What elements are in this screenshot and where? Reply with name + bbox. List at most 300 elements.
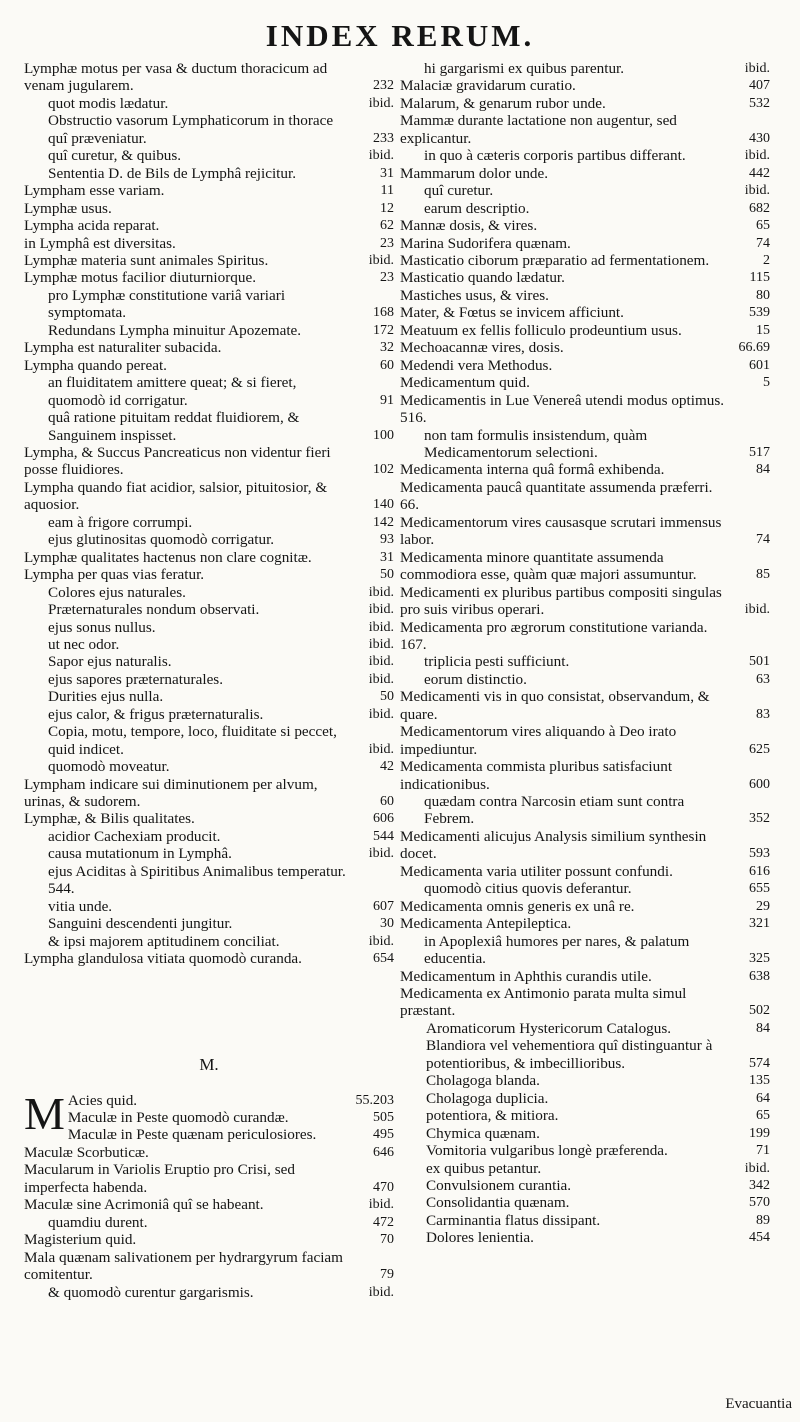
- index-entry: [24, 810, 394, 827]
- drop-cap: M: [24, 1087, 65, 1139]
- page-ref: 65: [756, 1108, 770, 1124]
- page-ref: 442: [749, 165, 770, 181]
- entry-text: Sapor ejus naturalis.: [48, 653, 172, 671]
- entry-text: Lympha quando pereat.: [24, 356, 167, 374]
- entry-text: quâ ratione pituitam reddat fluidiorem, & Sanguinem inspisset.: [48, 409, 300, 444]
- page-ref: 66.69: [738, 340, 770, 356]
- page-ref: 321: [749, 916, 770, 932]
- entry-text: in quo à cæteris corporis partibus differant.: [424, 147, 686, 165]
- entry-text: Mechoacannæ vires, dosis.: [400, 339, 564, 357]
- index-entry: [24, 409, 394, 444]
- page-ref: 625: [749, 741, 770, 757]
- index-entry: [24, 566, 394, 583]
- page-ref: ibid.: [368, 1284, 394, 1300]
- page-ref: 682: [749, 200, 770, 216]
- index-entry: [400, 269, 770, 286]
- page-ref: 84: [756, 1020, 770, 1036]
- entry-text: Vomitoria vulgaribus longè præferenda.: [426, 1142, 668, 1160]
- entry-text: ex quibus petantur.: [426, 1159, 542, 1177]
- index-entry: [24, 671, 394, 688]
- entry-text: Lympha quando fiat acidior, salsior, pituitosior, & aquosior.: [24, 478, 328, 514]
- entry-text: ejus Aciditas à Spiritibus Animalibus temperatur. 544.: [48, 862, 346, 898]
- page-ref: 62: [380, 218, 394, 234]
- entry-text: Lymphæ qualitates hactenus non clare cognitæ.: [24, 548, 312, 566]
- page-ref: 570: [749, 1195, 770, 1211]
- entry-text: quomodò citius quovis deferantur.: [424, 880, 632, 898]
- index-entry: [24, 776, 394, 811]
- index-entry: [24, 531, 394, 548]
- entry-text: Medicamenti ex pluribus partibus compositi singulas pro suis viribus operari.: [400, 583, 722, 619]
- index-entry: [24, 235, 394, 252]
- entry-text: Medicamenta varia utiliter possunt confundi.: [400, 862, 673, 880]
- index-entry: [400, 1072, 770, 1089]
- entry-text: pro Lymphæ constitutione variâ variari symptomata.: [48, 286, 286, 322]
- entry-text: Lymphæ motus per vasa & ductum thoracicum ad venam jugularem.: [24, 60, 328, 95]
- index-entry: [24, 950, 394, 967]
- index-entry: [24, 252, 394, 269]
- index-entry: [24, 217, 394, 234]
- index-entry: [400, 182, 770, 199]
- page-ref: 454: [749, 1230, 770, 1246]
- page-ref: 83: [756, 706, 770, 722]
- page-ref: ibid.: [368, 846, 394, 862]
- entry-text: Præternaturales nondum observati.: [48, 601, 260, 619]
- entry-text: Mala quænam salivationem per hydrargyrum faciam comitentur.: [24, 1248, 343, 1284]
- entry-text: Macularum in Variolis Eruptio pro Crisi, sed imperfecta habenda.: [24, 1161, 295, 1196]
- entry-text: eorum distinctio.: [424, 670, 527, 688]
- page-ref: 23: [380, 270, 394, 286]
- page-ref: 70: [380, 1232, 394, 1248]
- entry-text: Mammæ durante lactatione non augentur, sed explicantur.: [400, 112, 677, 147]
- index-entry: [400, 322, 770, 339]
- page-ref: 102: [373, 462, 394, 478]
- index-entry: [24, 112, 394, 147]
- index-entry: [24, 1231, 394, 1248]
- index-entry: [24, 147, 394, 164]
- page-ref: 654: [373, 951, 394, 967]
- entry-text: Mater, & Fœtus se invicem afficiunt.: [400, 304, 624, 322]
- entry-text: Maculæ Scorbuticæ.: [24, 1143, 149, 1161]
- page-ref: 15: [756, 322, 770, 338]
- page-ref: 12: [380, 200, 394, 216]
- index-entry: [400, 1037, 770, 1072]
- entry-text: quædam contra Narcosin etiam sunt contra Febrem.: [424, 793, 685, 828]
- entry-text: Lymphæ, & Bilis qualitates.: [24, 810, 195, 828]
- page-ref: ibid.: [744, 148, 770, 164]
- entry-text: in Apoplexiâ humores per nares, & palatum educentia.: [424, 932, 690, 968]
- page-ref: 71: [756, 1143, 770, 1159]
- page-ref: 646: [373, 1144, 394, 1160]
- entry-text: ejus sonus nullus.: [48, 618, 156, 636]
- entry-text: Redundans Lympha minuitur Apozemate.: [48, 321, 302, 339]
- page-ref: 172: [373, 322, 394, 338]
- entry-text: Blandiora vel vehementiora quî distinguantur à potentioribus, & imbecillioribus.: [426, 1037, 713, 1072]
- index-entry: [400, 619, 770, 654]
- index-entry: [400, 1229, 770, 1246]
- entry-text: in Lymphâ est diversitas.: [24, 234, 176, 252]
- index-entry: [400, 1160, 770, 1177]
- section-letter: M.: [199, 1054, 219, 1074]
- index-entry: [24, 653, 394, 670]
- entry-text: Medicamentorum vires causasque scrutari immensus labor.: [400, 513, 722, 549]
- index-entry: [400, 723, 770, 758]
- page-ref: 42: [380, 759, 394, 775]
- index-entry: [24, 357, 394, 374]
- index-entry: [400, 95, 770, 112]
- page-ref: ibid.: [368, 671, 394, 687]
- index-entry: [24, 601, 394, 618]
- page-ref: 472: [373, 1214, 394, 1230]
- index-entry: [400, 793, 770, 828]
- index-entry: [24, 898, 394, 915]
- entry-text: quomodò moveatur.: [48, 758, 170, 776]
- page-ref: 91: [380, 392, 394, 408]
- index-entry: [24, 514, 394, 531]
- entry-text: Medendi vera Methodus.: [400, 356, 553, 374]
- index-entry: [24, 723, 394, 758]
- index-entry: [400, 304, 770, 321]
- index-entry: [24, 845, 394, 862]
- index-entry: [24, 1249, 394, 1284]
- entry-text: Maculæ in Peste quomodò curandæ.: [67, 1109, 289, 1127]
- page-ref: 50: [380, 567, 394, 583]
- page-ref: ibid.: [368, 654, 394, 670]
- entry-text: Copia, motu, tempore, loco, fluiditate si peccet, quid indicet.: [48, 723, 337, 758]
- page-ref: 135: [749, 1073, 770, 1089]
- entry-text: potentiora, & mitiora.: [426, 1107, 559, 1125]
- entry-text: Maculæ in Peste quænam periculosiores.: [67, 1126, 317, 1144]
- entry-text: Lympham indicare sui diminutionem per alvum, urinas, & sudorem.: [24, 775, 318, 811]
- entry-text: Malarum, & genarum rubor unde.: [400, 94, 606, 112]
- index-entry: [24, 758, 394, 775]
- page-ref: 80: [756, 287, 770, 303]
- page-ref: 606: [373, 811, 394, 827]
- entry-text: Malaciæ gravidarum curatio.: [400, 77, 576, 95]
- entry-text: ejus glutinositas quomodò corrigatur.: [48, 531, 275, 549]
- page-ref: 63: [756, 671, 770, 687]
- entry-text: acidior Cachexiam producit.: [48, 827, 221, 845]
- page-ref: 140: [373, 497, 394, 513]
- section-spacer: [24, 1080, 394, 1092]
- entry-text: Masticatio ciborum præparatio ad fermentationem.: [400, 251, 710, 269]
- index-entry: [24, 479, 394, 514]
- index-entry: [24, 95, 394, 112]
- entry-text: ejus calor, & frigus præternaturalis.: [48, 705, 264, 723]
- index-entry: [24, 549, 394, 566]
- page-ref: 517: [749, 444, 770, 460]
- page-ref: 574: [749, 1055, 770, 1071]
- entry-text: ut nec odor.: [48, 635, 120, 653]
- index-entry: [400, 898, 770, 915]
- page-ref: 601: [749, 357, 770, 373]
- index-entry: [400, 427, 770, 462]
- page-ref: ibid.: [368, 602, 394, 618]
- page-ref: 655: [749, 881, 770, 897]
- entry-text: Acies quid.: [67, 1091, 138, 1109]
- page-ref: 84: [756, 462, 770, 478]
- page-ref: 32: [380, 340, 394, 356]
- page-ref: 115: [749, 270, 770, 286]
- page-ref: ibid.: [744, 1160, 770, 1176]
- page-ref: 93: [380, 532, 394, 548]
- index-entry: [400, 1020, 770, 1037]
- page-ref: ibid.: [368, 933, 394, 949]
- page-ref: 74: [756, 532, 770, 548]
- page-header: INDEX RERUM.: [265, 18, 535, 53]
- page-ref: 544: [373, 828, 394, 844]
- page-ref: 2: [763, 252, 770, 268]
- index-entry: [400, 374, 770, 391]
- entry-text: Medicamenta omnis generis ex unâ re.: [400, 897, 635, 915]
- index-entry: [24, 200, 394, 217]
- page-ref: 50: [380, 689, 394, 705]
- left-l-entries: [24, 60, 394, 968]
- entry-text: Medicamenti alicujus Analysis similium synthesin docet.: [400, 827, 707, 863]
- entry-text: Durities ejus nulla.: [48, 688, 164, 706]
- page-ref: ibid.: [368, 619, 394, 635]
- index-entry: [400, 235, 770, 252]
- entry-text: Medicamenta paucâ quantitate assumenda præferri. 66.: [400, 478, 713, 514]
- index-entry: [400, 828, 770, 863]
- entry-text: Lympha per quas vias feratur.: [24, 566, 205, 584]
- entry-text: Medicamentis in Lue Venereâ utendi modus optimus. 516.: [400, 391, 725, 427]
- index-entry: [400, 77, 770, 94]
- index-entry: [400, 688, 770, 723]
- entry-text: Medicamenta commista pluribus satisfaciunt indicationibus.: [400, 758, 673, 793]
- page-ref: 30: [380, 916, 394, 932]
- index-entry: [400, 1107, 770, 1124]
- entry-text: Magisterium quid.: [24, 1231, 137, 1249]
- entry-text: & ipsi majorem aptitudinem conciliat.: [48, 932, 280, 950]
- index-entry: [24, 933, 394, 950]
- right-m-entries: [400, 60, 770, 1247]
- entry-text: hi gargarismi ex quibus parentur.: [424, 60, 625, 77]
- page-ref: 325: [749, 951, 770, 967]
- page-ref: 233: [373, 130, 394, 146]
- index-entry: [400, 165, 770, 182]
- page-ref: 89: [756, 1212, 770, 1228]
- entry-text: Lymphæ usus.: [24, 199, 112, 217]
- index-entry: [400, 287, 770, 304]
- page-ref: 232: [373, 78, 394, 94]
- index-entry: [400, 915, 770, 932]
- index-entry: [400, 1177, 770, 1194]
- index-entry: [400, 357, 770, 374]
- entry-text: Masticatio quando lædatur.: [400, 269, 565, 287]
- entry-text: Lympha acida reparat.: [24, 217, 160, 235]
- left-column: [24, 60, 394, 1301]
- index-entry: [24, 706, 394, 723]
- page-ref: ibid.: [368, 1197, 394, 1213]
- index-entry: [24, 60, 394, 95]
- page-ref: 342: [749, 1178, 770, 1193]
- index-entry: [400, 671, 770, 688]
- page-ref: 539: [749, 305, 770, 321]
- entry-text: quî curetur.: [424, 182, 494, 200]
- index-entry: [400, 1212, 770, 1229]
- index-entry: [24, 1109, 394, 1126]
- entry-text: Lympha, & Succus Pancreaticus non videntur fieri posse fluidiores.: [24, 443, 331, 479]
- index-entry: [24, 863, 394, 898]
- entry-text: Consolidantia quænam.: [426, 1194, 570, 1212]
- page-ref: 616: [749, 863, 770, 879]
- page-ref: ibid.: [368, 584, 394, 600]
- page-ref: 31: [380, 165, 394, 181]
- index-entry: [24, 322, 394, 339]
- index-entry: [400, 863, 770, 880]
- entry-text: Marina Sudorifera quænam.: [400, 234, 571, 252]
- entry-text: Medicamenta pro ægrorum constitutione varianda. 167.: [400, 618, 708, 653]
- left-m-entries: [24, 1087, 394, 1301]
- page-ref: 407: [749, 78, 770, 94]
- page-ref: 5: [763, 375, 770, 391]
- index-entry: [24, 584, 394, 601]
- index-entry: [24, 1126, 394, 1143]
- index-entry: [24, 269, 394, 286]
- index-entry: [400, 1142, 770, 1159]
- entry-text: & quomodò curentur gargarismis.: [48, 1283, 254, 1301]
- page-ref: ibid.: [744, 61, 770, 76]
- index-entry: [24, 688, 394, 705]
- index-entry: [400, 112, 770, 147]
- entry-text: causa mutationum in Lymphâ.: [48, 845, 232, 863]
- index-entry: [400, 1125, 770, 1142]
- entry-text: Medicamentum quid.: [400, 374, 530, 392]
- right-column: [400, 60, 770, 1247]
- page-ref: 79: [380, 1267, 394, 1283]
- page-ref: 60: [380, 357, 394, 373]
- page-ref: ibid.: [368, 252, 394, 268]
- page-ref: 142: [373, 514, 394, 530]
- index-entry: [24, 915, 394, 932]
- page-ref: ibid.: [368, 741, 394, 757]
- entry-text: Chymica quænam.: [426, 1124, 540, 1142]
- catchword: Evacuantia: [725, 1396, 792, 1412]
- page-ref: 501: [749, 654, 770, 670]
- index-entry: [400, 147, 770, 164]
- page-ref: 470: [373, 1179, 394, 1195]
- page-ref: 593: [749, 846, 770, 862]
- page-ref: 352: [749, 811, 770, 827]
- entry-text: Lympha est naturaliter subacida.: [24, 339, 222, 357]
- entry-text: earum descriptio.: [424, 199, 530, 217]
- page-ref: 168: [373, 305, 394, 321]
- index-entry: [24, 619, 394, 636]
- page-ref: 532: [749, 95, 770, 111]
- index-entry: [24, 636, 394, 653]
- index-entry: [400, 461, 770, 478]
- page-ref: 29: [756, 898, 770, 914]
- page-ref: ibid.: [368, 95, 394, 111]
- entry-text: quî curetur, & quibus.: [48, 147, 182, 165]
- index-entry: [400, 584, 770, 619]
- entry-text: Lymphæ materia sunt animales Spiritus.: [24, 251, 269, 269]
- entry-text: Convulsionem curantia.: [426, 1177, 572, 1194]
- index-entry: [400, 392, 770, 427]
- page-ref: 31: [380, 549, 394, 565]
- page-ref: ibid.: [368, 636, 394, 652]
- entry-text: quamdiu durent.: [48, 1213, 148, 1231]
- index-entry: [400, 758, 770, 793]
- index-entry: [400, 933, 770, 968]
- entry-text: Lymphæ motus facilior diuturniorque.: [24, 269, 257, 287]
- index-entry: [400, 1194, 770, 1211]
- entry-text: Colores ejus naturales.: [48, 583, 186, 601]
- index-entry: [400, 968, 770, 985]
- entry-text: Sententia D. de Bils de Lymphâ rejicitur.: [48, 164, 297, 182]
- entry-text: eam à frigore corrumpi.: [48, 513, 193, 531]
- index-entry: [24, 165, 394, 182]
- entry-text: Carminantia flatus dissipant.: [426, 1211, 601, 1229]
- index-entry: [400, 880, 770, 897]
- index-entry: [400, 549, 770, 584]
- entry-text: Dolores lenientia.: [426, 1229, 534, 1247]
- page-ref: 199: [749, 1125, 770, 1141]
- entry-text: Medicamentorum vires aliquando à Deo irato impediuntur.: [400, 723, 677, 758]
- entry-text: Medicamenta minore quantitate assumenda commodiora esse, quàm quæ majori assumuntur.: [400, 548, 697, 584]
- page-ref: ibid.: [368, 706, 394, 722]
- index-entry: [400, 479, 770, 514]
- entry-text: non tam formulis insistendum, quàm Medicamentorum selectioni.: [424, 426, 648, 461]
- page-ref: 430: [749, 130, 770, 146]
- entry-text: an fluiditatem amittere queat; & si fieret, quomodò id corrigatur.: [48, 374, 297, 409]
- index-entry: [400, 60, 770, 77]
- entry-text: Cholagoga duplicia.: [426, 1089, 549, 1107]
- index-entry: [24, 287, 394, 322]
- page-ref: 85: [756, 567, 770, 583]
- index-entry: [24, 444, 394, 479]
- page-ref: ibid.: [744, 183, 770, 199]
- entry-text: Mastiches usus, & vires.: [400, 286, 549, 304]
- page-ref: 600: [749, 776, 770, 792]
- entry-text: ejus sapores præternaturales.: [48, 670, 224, 688]
- page-ref: 23: [380, 235, 394, 251]
- entry-text: vitia unde.: [48, 897, 113, 915]
- page-ref: 11: [380, 183, 394, 199]
- index-entry: [400, 339, 770, 356]
- page-ref: ibid.: [744, 602, 770, 618]
- page-ref: 55.203: [355, 1092, 394, 1108]
- entry-text: Medicamenta Antepileptica.: [400, 915, 572, 933]
- index-entry: [24, 1144, 394, 1161]
- entry-text: Sanguini descendenti jungitur.: [48, 915, 233, 933]
- entry-text: Lympha glandulosa vitiata quomodò curanda.: [24, 950, 302, 968]
- index-entry: [400, 252, 770, 269]
- entry-text: triplicia pesti sufficiunt.: [424, 653, 570, 671]
- entry-text: Cholagoga blanda.: [426, 1072, 540, 1090]
- index-entry: [24, 828, 394, 845]
- page-ref: 64: [756, 1090, 770, 1106]
- entry-text: Maculæ sine Acrimoniâ quî se habeant.: [24, 1196, 264, 1214]
- index-entry: [400, 653, 770, 670]
- index-entry: [24, 1214, 394, 1231]
- index-entry: [24, 1161, 394, 1196]
- entry-text: Medicamenta interna quâ formâ exhibenda.: [400, 461, 665, 479]
- page-ref: ibid.: [368, 148, 394, 164]
- index-entry: [400, 514, 770, 549]
- entry-text: quot modis lædatur.: [48, 94, 169, 112]
- entry-text: Mannæ dosis, & vires.: [400, 217, 538, 235]
- section-spacer: [24, 968, 394, 980]
- page-ref: 100: [373, 427, 394, 443]
- index-entry: [24, 374, 394, 409]
- entry-text: Medicamentum in Aphthis curandis utile.: [400, 967, 652, 985]
- page-ref: 495: [373, 1127, 394, 1143]
- index-entry: [400, 200, 770, 217]
- index-entry: [24, 1196, 394, 1213]
- index-entry: [400, 1090, 770, 1107]
- page-ref: 505: [373, 1110, 394, 1126]
